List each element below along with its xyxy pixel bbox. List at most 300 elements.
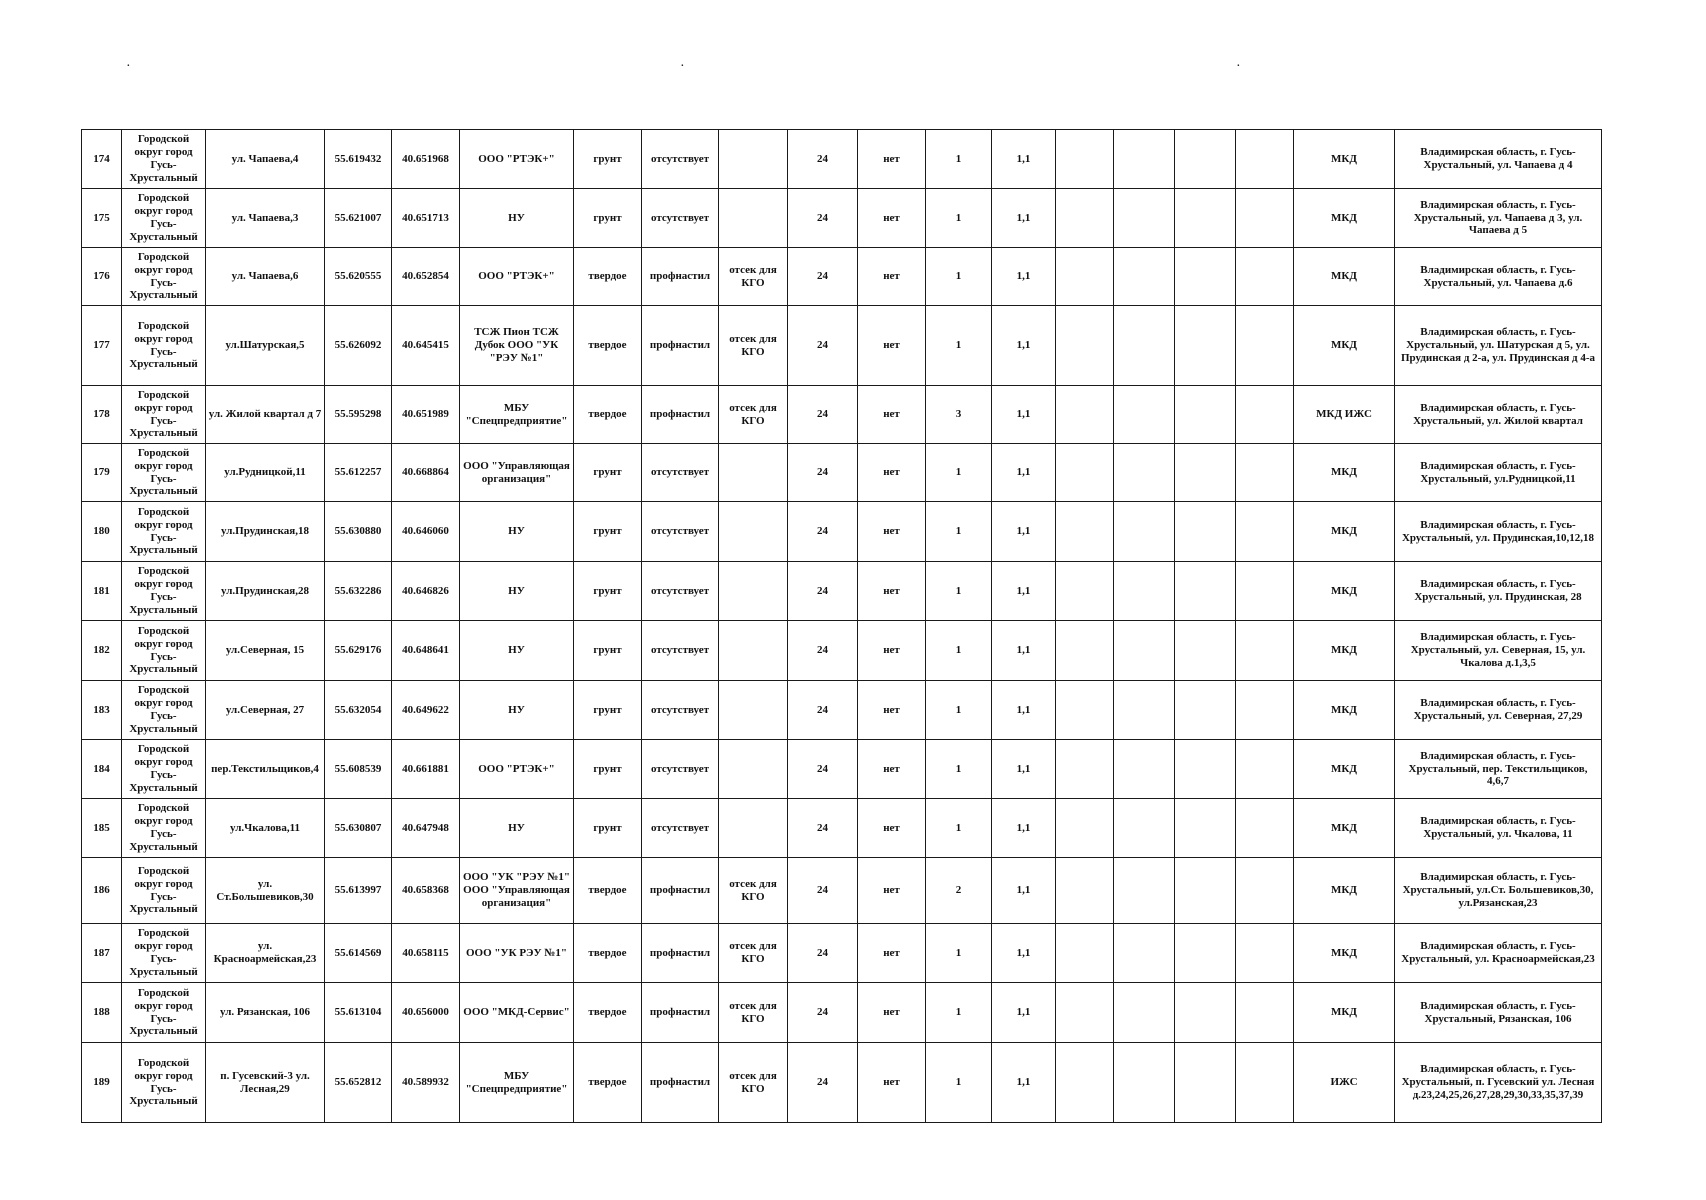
bulky-waste-bay: отсек для КГО <box>719 386 788 444</box>
separate-collection: нет <box>858 621 926 681</box>
fence-type: профнастил <box>642 983 719 1043</box>
fence-type: отсутствует <box>642 740 719 799</box>
container-capacity: 1,1 <box>992 189 1056 248</box>
building-type: МКД ИЖС <box>1294 386 1395 444</box>
empty-cell <box>1236 562 1294 621</box>
separate-collection: нет <box>858 858 926 924</box>
empty-cell <box>1236 983 1294 1043</box>
served-addresses: Владимирская область, г. Гусь-Хрустальный, ул. Чкалова, 11 <box>1395 799 1602 858</box>
row-number: 184 <box>82 740 122 799</box>
container-capacity: 1,1 <box>992 248 1056 306</box>
empty-cell <box>1114 983 1175 1043</box>
empty-cell <box>1175 1043 1236 1123</box>
street-address: ул. Чапаева,3 <box>206 189 325 248</box>
street-address: ул.Прудинская,28 <box>206 562 325 621</box>
fence-type: профнастил <box>642 858 719 924</box>
row-number: 180 <box>82 502 122 562</box>
served-addresses: Владимирская область, г. Гусь-Хрустальный, п. Гусевский ул. Лесная д.23,24,25,26,27,28,29,30,33,35,37,39 <box>1395 1043 1602 1123</box>
separate-collection: нет <box>858 130 926 189</box>
empty-cell <box>1114 562 1175 621</box>
empty-cell <box>1114 130 1175 189</box>
fence-type: отсутствует <box>642 444 719 502</box>
table-row <box>82 502 1602 562</box>
row-number: 185 <box>82 799 122 858</box>
empty-cell <box>1114 1043 1175 1123</box>
latitude: 55.608539 <box>325 740 392 799</box>
bulky-waste-bay: отсек для КГО <box>719 924 788 983</box>
empty-cell <box>1114 799 1175 858</box>
table-row <box>82 562 1602 621</box>
row-number: 188 <box>82 983 122 1043</box>
empty-cell <box>1114 621 1175 681</box>
table-row <box>82 444 1602 502</box>
operator-org: НУ <box>460 502 574 562</box>
empty-cell <box>1236 248 1294 306</box>
volume: 24 <box>788 306 858 386</box>
fence-type: отсутствует <box>642 502 719 562</box>
empty-cell <box>1236 444 1294 502</box>
empty-cell <box>1175 621 1236 681</box>
empty-cell <box>1236 924 1294 983</box>
district-cell: Городской округ город Гусь-Хрустальный <box>122 681 206 740</box>
street-address: ул. Ст.Большевиков,30 <box>206 858 325 924</box>
row-number: 183 <box>82 681 122 740</box>
row-number: 177 <box>82 306 122 386</box>
longitude: 40.651968 <box>392 130 460 189</box>
separate-collection: нет <box>858 502 926 562</box>
served-addresses: Владимирская область, г. Гусь-Хрустальный, ул. Жилой квартал <box>1395 386 1602 444</box>
latitude: 55.652812 <box>325 1043 392 1123</box>
container-count: 1 <box>926 502 992 562</box>
empty-cell <box>1114 681 1175 740</box>
district-cell: Городской округ город Гусь-Хрустальный <box>122 799 206 858</box>
container-count: 3 <box>926 386 992 444</box>
empty-cell <box>1175 562 1236 621</box>
row-number: 174 <box>82 130 122 189</box>
container-count: 2 <box>926 858 992 924</box>
container-capacity: 1,1 <box>992 562 1056 621</box>
served-addresses: Владимирская область, г. Гусь-Хрустальный, ул. Северная, 15, ул. Чкалова д.1,3,5 <box>1395 621 1602 681</box>
bulky-waste-bay: отсек для КГО <box>719 983 788 1043</box>
operator-org: ТСЖ Пион ТСЖ Дубок ООО "УК "РЭУ №1" <box>460 306 574 386</box>
empty-cell <box>1236 858 1294 924</box>
fence-type: профнастил <box>642 924 719 983</box>
fence-type: отсутствует <box>642 130 719 189</box>
served-addresses: Владимирская область, г. Гусь-Хрустальный, ул. Чапаева д 3, ул. Чапаева д 5 <box>1395 189 1602 248</box>
empty-cell <box>1236 740 1294 799</box>
empty-cell <box>1175 983 1236 1043</box>
volume: 24 <box>788 924 858 983</box>
empty-cell <box>1114 248 1175 306</box>
latitude: 55.629176 <box>325 621 392 681</box>
empty-cell <box>1056 130 1114 189</box>
operator-org: ООО "Управляющая организация" <box>460 444 574 502</box>
table-row <box>82 983 1602 1043</box>
bulky-waste-bay: отсек для КГО <box>719 306 788 386</box>
building-type: МКД <box>1294 189 1395 248</box>
container-count: 1 <box>926 189 992 248</box>
empty-cell <box>1175 681 1236 740</box>
separate-collection: нет <box>858 444 926 502</box>
container-capacity: 1,1 <box>992 444 1056 502</box>
row-number: 182 <box>82 621 122 681</box>
served-addresses: Владимирская область, г. Гусь-Хрустальный, ул. Чапаева д.6 <box>1395 248 1602 306</box>
empty-cell <box>1114 924 1175 983</box>
bulky-waste-bay <box>719 130 788 189</box>
empty-cell <box>1236 386 1294 444</box>
registry-sheet <box>81 129 1602 1123</box>
table-row <box>82 248 1602 306</box>
fence-type: отсутствует <box>642 681 719 740</box>
bulky-waste-bay <box>719 502 788 562</box>
operator-org: НУ <box>460 799 574 858</box>
container-count: 1 <box>926 562 992 621</box>
container-capacity: 1,1 <box>992 799 1056 858</box>
building-type: МКД <box>1294 799 1395 858</box>
container-count: 1 <box>926 130 992 189</box>
longitude: 40.652854 <box>392 248 460 306</box>
table-row <box>82 306 1602 386</box>
served-addresses: Владимирская область, г. Гусь-Хрустальный, ул. Красноармейская,23 <box>1395 924 1602 983</box>
surface-type: твердое <box>574 248 642 306</box>
street-address: п. Гусевский-3 ул. Лесная,29 <box>206 1043 325 1123</box>
volume: 24 <box>788 248 858 306</box>
district-cell: Городской округ город Гусь-Хрустальный <box>122 386 206 444</box>
empty-cell <box>1114 444 1175 502</box>
volume: 24 <box>788 444 858 502</box>
served-addresses: Владимирская область, г. Гусь-Хрустальный, ул.Ст. Большевиков,30, ул.Рязанская,23 <box>1395 858 1602 924</box>
empty-cell <box>1175 306 1236 386</box>
served-addresses: Владимирская область, г. Гусь-Хрустальный, ул. Чапаева д 4 <box>1395 130 1602 189</box>
served-addresses: Владимирская область, г. Гусь-Хрустальный, ул.Рудницкой,11 <box>1395 444 1602 502</box>
row-number: 187 <box>82 924 122 983</box>
district-cell: Городской округ город Гусь-Хрустальный <box>122 924 206 983</box>
separate-collection: нет <box>858 306 926 386</box>
building-type: МКД <box>1294 924 1395 983</box>
surface-type: твердое <box>574 306 642 386</box>
container-count: 1 <box>926 248 992 306</box>
longitude: 40.589932 <box>392 1043 460 1123</box>
surface-type: грунт <box>574 681 642 740</box>
table-row <box>82 189 1602 248</box>
volume: 24 <box>788 858 858 924</box>
building-type: МКД <box>1294 248 1395 306</box>
building-type: МКД <box>1294 502 1395 562</box>
volume: 24 <box>788 502 858 562</box>
volume: 24 <box>788 799 858 858</box>
building-type: МКД <box>1294 740 1395 799</box>
fence-type: отсутствует <box>642 621 719 681</box>
longitude: 40.646060 <box>392 502 460 562</box>
empty-cell <box>1236 189 1294 248</box>
container-capacity: 1,1 <box>992 924 1056 983</box>
district-cell: Городской округ город Гусь-Хрустальный <box>122 306 206 386</box>
container-capacity: 1,1 <box>992 502 1056 562</box>
surface-type: грунт <box>574 562 642 621</box>
bulky-waste-bay: отсек для КГО <box>719 858 788 924</box>
street-address: ул.Северная, 27 <box>206 681 325 740</box>
volume: 24 <box>788 386 858 444</box>
street-address: ул.Северная, 15 <box>206 621 325 681</box>
latitude: 55.630807 <box>325 799 392 858</box>
volume: 24 <box>788 1043 858 1123</box>
row-number: 186 <box>82 858 122 924</box>
container-count: 1 <box>926 740 992 799</box>
served-addresses: Владимирская область, г. Гусь-Хрустальный, ул. Прудинская,10,12,18 <box>1395 502 1602 562</box>
operator-org: МБУ "Спецпредприятие" <box>460 386 574 444</box>
bulky-waste-bay <box>719 621 788 681</box>
container-capacity: 1,1 <box>992 681 1056 740</box>
surface-type: грунт <box>574 444 642 502</box>
table-row <box>82 1043 1602 1123</box>
empty-cell <box>1114 386 1175 444</box>
building-type: МКД <box>1294 681 1395 740</box>
surface-type: твердое <box>574 1043 642 1123</box>
separate-collection: нет <box>858 924 926 983</box>
empty-cell <box>1056 444 1114 502</box>
district-cell: Городской округ город Гусь-Хрустальный <box>122 130 206 189</box>
empty-cell <box>1056 621 1114 681</box>
empty-cell <box>1056 386 1114 444</box>
empty-cell <box>1175 248 1236 306</box>
empty-cell <box>1056 562 1114 621</box>
district-cell: Городской округ город Гусь-Хрустальный <box>122 189 206 248</box>
empty-cell <box>1175 130 1236 189</box>
surface-type: грунт <box>574 799 642 858</box>
table-row <box>82 858 1602 924</box>
building-type: МКД <box>1294 306 1395 386</box>
empty-cell <box>1175 189 1236 248</box>
operator-org: ООО "УК "РЭУ №1" ООО "Управляющая организация" <box>460 858 574 924</box>
latitude: 55.613104 <box>325 983 392 1043</box>
empty-cell <box>1114 502 1175 562</box>
operator-org: ООО "РТЭК+" <box>460 130 574 189</box>
empty-cell <box>1056 248 1114 306</box>
table-row <box>82 386 1602 444</box>
container-capacity: 1,1 <box>992 983 1056 1043</box>
latitude: 55.595298 <box>325 386 392 444</box>
empty-cell <box>1056 189 1114 248</box>
container-capacity: 1,1 <box>992 306 1056 386</box>
row-number: 178 <box>82 386 122 444</box>
container-capacity: 1,1 <box>992 621 1056 681</box>
operator-org: ООО "РТЭК+" <box>460 248 574 306</box>
longitude: 40.648641 <box>392 621 460 681</box>
empty-cell <box>1236 130 1294 189</box>
surface-type: грунт <box>574 621 642 681</box>
separate-collection: нет <box>858 983 926 1043</box>
longitude: 40.651989 <box>392 386 460 444</box>
separate-collection: нет <box>858 681 926 740</box>
container-count: 1 <box>926 444 992 502</box>
waste-sites-table <box>81 129 1602 1123</box>
street-address: ул. Чапаева,4 <box>206 130 325 189</box>
street-address: ул.Рудницкой,11 <box>206 444 325 502</box>
bulky-waste-bay <box>719 681 788 740</box>
fence-type: отсутствует <box>642 799 719 858</box>
bulky-waste-bay <box>719 799 788 858</box>
empty-cell <box>1236 621 1294 681</box>
bulky-waste-bay <box>719 562 788 621</box>
empty-cell <box>1236 681 1294 740</box>
longitude: 40.651713 <box>392 189 460 248</box>
container-capacity: 1,1 <box>992 386 1056 444</box>
fence-type: отсутствует <box>642 562 719 621</box>
container-count: 1 <box>926 1043 992 1123</box>
volume: 24 <box>788 681 858 740</box>
latitude: 55.626092 <box>325 306 392 386</box>
empty-cell <box>1056 306 1114 386</box>
volume: 24 <box>788 740 858 799</box>
longitude: 40.647948 <box>392 799 460 858</box>
operator-org: НУ <box>460 189 574 248</box>
container-count: 1 <box>926 621 992 681</box>
scan-mark: · <box>680 59 685 74</box>
street-address: ул. Чапаева,6 <box>206 248 325 306</box>
district-cell: Городской округ город Гусь-Хрустальный <box>122 248 206 306</box>
street-address: ул.Шатурская,5 <box>206 306 325 386</box>
street-address: ул. Красноармейская,23 <box>206 924 325 983</box>
empty-cell <box>1236 306 1294 386</box>
operator-org: НУ <box>460 681 574 740</box>
empty-cell <box>1056 1043 1114 1123</box>
volume: 24 <box>788 562 858 621</box>
container-count: 1 <box>926 983 992 1043</box>
latitude: 55.613997 <box>325 858 392 924</box>
latitude: 55.632286 <box>325 562 392 621</box>
street-address: ул. Жилой квартал д 7 <box>206 386 325 444</box>
empty-cell <box>1114 306 1175 386</box>
separate-collection: нет <box>858 740 926 799</box>
operator-org: НУ <box>460 621 574 681</box>
latitude: 55.632054 <box>325 681 392 740</box>
empty-cell <box>1236 1043 1294 1123</box>
building-type: МКД <box>1294 858 1395 924</box>
bulky-waste-bay: отсек для КГО <box>719 248 788 306</box>
longitude: 40.649622 <box>392 681 460 740</box>
served-addresses: Владимирская область, г. Гусь-Хрустальный, ул. Прудинская, 28 <box>1395 562 1602 621</box>
operator-org: НУ <box>460 562 574 621</box>
bulky-waste-bay <box>719 444 788 502</box>
row-number: 179 <box>82 444 122 502</box>
container-count: 1 <box>926 306 992 386</box>
district-cell: Городской округ город Гусь-Хрустальный <box>122 562 206 621</box>
latitude: 55.619432 <box>325 130 392 189</box>
volume: 24 <box>788 621 858 681</box>
container-count: 1 <box>926 799 992 858</box>
building-type: МКД <box>1294 983 1395 1043</box>
district-cell: Городской округ город Гусь-Хрустальный <box>122 740 206 799</box>
container-capacity: 1,1 <box>992 740 1056 799</box>
latitude: 55.621007 <box>325 189 392 248</box>
street-address: пер.Текстильщиков,4 <box>206 740 325 799</box>
building-type: ИЖС <box>1294 1043 1395 1123</box>
longitude: 40.661881 <box>392 740 460 799</box>
empty-cell <box>1056 502 1114 562</box>
street-address: ул. Рязанская, 106 <box>206 983 325 1043</box>
container-count: 1 <box>926 681 992 740</box>
bulky-waste-bay <box>719 740 788 799</box>
building-type: МКД <box>1294 444 1395 502</box>
building-type: МКД <box>1294 562 1395 621</box>
longitude: 40.646826 <box>392 562 460 621</box>
empty-cell <box>1056 799 1114 858</box>
longitude: 40.658115 <box>392 924 460 983</box>
empty-cell <box>1236 502 1294 562</box>
surface-type: твердое <box>574 983 642 1043</box>
served-addresses: Владимирская область, г. Гусь-Хрустальный, Рязанская, 106 <box>1395 983 1602 1043</box>
surface-type: грунт <box>574 189 642 248</box>
container-capacity: 1,1 <box>992 858 1056 924</box>
served-addresses: Владимирская область, г. Гусь-Хрустальный, ул. Северная, 27,29 <box>1395 681 1602 740</box>
fence-type: профнастил <box>642 386 719 444</box>
empty-cell <box>1056 983 1114 1043</box>
container-count: 1 <box>926 924 992 983</box>
bulky-waste-bay: отсек для КГО <box>719 1043 788 1123</box>
surface-type: твердое <box>574 858 642 924</box>
scan-mark: · <box>126 59 131 74</box>
scan-mark: · <box>1236 59 1241 74</box>
latitude: 55.630880 <box>325 502 392 562</box>
table-row <box>82 924 1602 983</box>
empty-cell <box>1056 924 1114 983</box>
empty-cell <box>1056 740 1114 799</box>
empty-cell <box>1175 858 1236 924</box>
operator-org: ООО "УК РЭУ №1" <box>460 924 574 983</box>
longitude: 40.656000 <box>392 983 460 1043</box>
longitude: 40.668864 <box>392 444 460 502</box>
empty-cell <box>1056 681 1114 740</box>
empty-cell <box>1114 858 1175 924</box>
empty-cell <box>1175 444 1236 502</box>
building-type: МКД <box>1294 621 1395 681</box>
surface-type: твердое <box>574 924 642 983</box>
operator-org: ООО "МКД-Сервис" <box>460 983 574 1043</box>
bulky-waste-bay <box>719 189 788 248</box>
fence-type: отсутствует <box>642 189 719 248</box>
fence-type: профнастил <box>642 1043 719 1123</box>
surface-type: твердое <box>574 386 642 444</box>
empty-cell <box>1114 740 1175 799</box>
volume: 24 <box>788 983 858 1043</box>
latitude: 55.614569 <box>325 924 392 983</box>
building-type: МКД <box>1294 130 1395 189</box>
served-addresses: Владимирская область, г. Гусь-Хрустальный, ул. Шатурская д 5, ул. Прудинская д 2-а, ул. Прудинская д 4-а <box>1395 306 1602 386</box>
row-number: 175 <box>82 189 122 248</box>
surface-type: грунт <box>574 740 642 799</box>
district-cell: Городской округ город Гусь-Хрустальный <box>122 621 206 681</box>
empty-cell <box>1175 799 1236 858</box>
latitude: 55.612257 <box>325 444 392 502</box>
separate-collection: нет <box>858 1043 926 1123</box>
empty-cell <box>1114 189 1175 248</box>
district-cell: Городской округ город Гусь-Хрустальный <box>122 1043 206 1123</box>
row-number: 176 <box>82 248 122 306</box>
district-cell: Городской округ город Гусь-Хрустальный <box>122 502 206 562</box>
table-row <box>82 799 1602 858</box>
table-row <box>82 130 1602 189</box>
street-address: ул.Чкалова,11 <box>206 799 325 858</box>
table-row <box>82 621 1602 681</box>
empty-cell <box>1175 386 1236 444</box>
served-addresses: Владимирская область, г. Гусь-Хрустальный, пер. Текстильщиков, 4,6,7 <box>1395 740 1602 799</box>
empty-cell <box>1236 799 1294 858</box>
operator-org: ООО "РТЭК+" <box>460 740 574 799</box>
street-address: ул.Прудинская,18 <box>206 502 325 562</box>
operator-org: МБУ "Спецпредприятие" <box>460 1043 574 1123</box>
separate-collection: нет <box>858 799 926 858</box>
separate-collection: нет <box>858 248 926 306</box>
